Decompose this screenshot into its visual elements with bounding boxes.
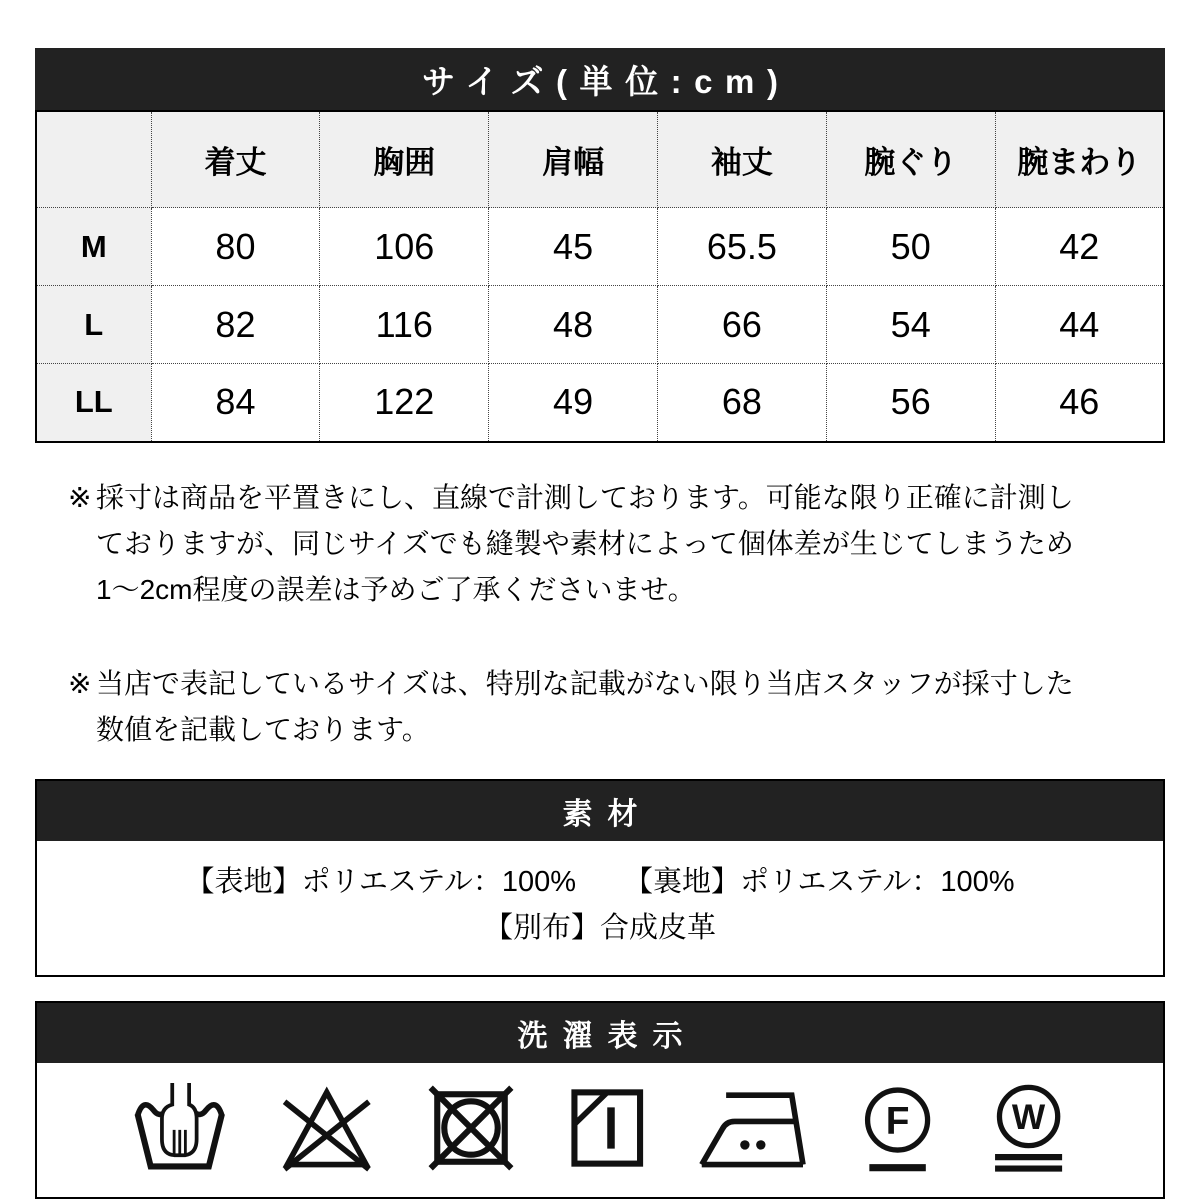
size-cell: 50 [826, 208, 995, 286]
size-cell: 49 [489, 364, 658, 442]
size-row-label: M [36, 208, 151, 286]
material-outer-fabric: 【表地】ポリエステル：100% [185, 865, 576, 898]
store-size-note [68, 661, 1137, 753]
do-not-tumble-dry-icon [426, 1083, 516, 1173]
material-section-header [37, 781, 1163, 841]
note-marker: ※ [68, 667, 92, 699]
size-cell: 68 [657, 364, 826, 442]
iron-medium-icon [698, 1083, 807, 1173]
size-table-column-header: 腕ぐり [826, 111, 995, 208]
size-cell: 42 [995, 208, 1164, 286]
care-section-title: 洗濯表示 [517, 1019, 698, 1053]
material-other-fabric: 【別布】合成皮革 [483, 911, 716, 944]
note-line: 当店で表記しているサイズは、特別な記載がない限り当店スタッフが採寸した [96, 667, 1074, 699]
size-table-column-header: 肩幅 [489, 111, 658, 208]
handwash-icon [131, 1083, 229, 1173]
care-section-header [37, 1003, 1163, 1063]
dry-clean-letter: F [885, 1099, 910, 1143]
size-cell: 45 [489, 208, 658, 286]
size-table-row-ll [36, 364, 1164, 442]
size-cell: 106 [320, 208, 489, 286]
note-marker: ※ [68, 481, 92, 513]
size-section [35, 48, 1165, 443]
size-cell: 48 [489, 286, 658, 364]
material-content [37, 841, 1163, 975]
note-line: ておりますが、同じサイズでも縫製や素材によって個体差が生じてしまうため [96, 527, 1074, 559]
size-table-corner-cell [36, 111, 151, 208]
size-table-column-header: 着丈 [151, 111, 320, 208]
material-lining-fabric: 【裏地】ポリエステル：100% [624, 865, 1015, 898]
size-cell: 56 [826, 364, 995, 442]
size-cell: 54 [826, 286, 995, 364]
size-cell: 66 [657, 286, 826, 364]
note-line: 採寸は商品を平置きにし、直線で計測しております。可能な限り正確に計測し [96, 481, 1074, 513]
size-table-column-header: 腕まわり [995, 111, 1164, 208]
size-table-column-header: 袖丈 [657, 111, 826, 208]
dry-clean-f-icon [857, 1083, 938, 1173]
size-section-title: サイズ(単位:cm) [422, 62, 791, 100]
size-table-row-m [36, 208, 1164, 286]
size-table-header-row [36, 111, 1164, 208]
size-cell: 116 [320, 286, 489, 364]
material-line [37, 859, 1163, 905]
size-cell: 82 [151, 286, 320, 364]
size-section-header [35, 48, 1165, 110]
size-table-row-l [36, 286, 1164, 364]
material-section [35, 779, 1165, 977]
size-row-label: L [36, 286, 151, 364]
care-icons-row [37, 1063, 1163, 1197]
care-section [35, 1001, 1165, 1199]
line-dry-in-shade-icon [566, 1083, 649, 1173]
size-table [35, 110, 1165, 443]
measurement-note [68, 475, 1137, 613]
note-line: 数値を記載しております。 [96, 713, 430, 745]
size-cell: 122 [320, 364, 489, 442]
size-cell: 84 [151, 364, 320, 442]
wet-clean-w-icon [988, 1083, 1069, 1173]
do-not-bleach-icon [278, 1083, 376, 1173]
size-cell: 65.5 [657, 208, 826, 286]
material-section-title: 素材 [562, 797, 653, 831]
size-cell: 46 [995, 364, 1164, 442]
size-table-column-header: 胸囲 [320, 111, 489, 208]
wet-clean-letter: W [1012, 1097, 1046, 1137]
size-cell: 44 [995, 286, 1164, 364]
size-cell: 80 [151, 208, 320, 286]
size-row-label: LL [36, 364, 151, 442]
note-line: 1〜2cm程度の誤差は予めご了承くださいませ。 [96, 573, 696, 605]
